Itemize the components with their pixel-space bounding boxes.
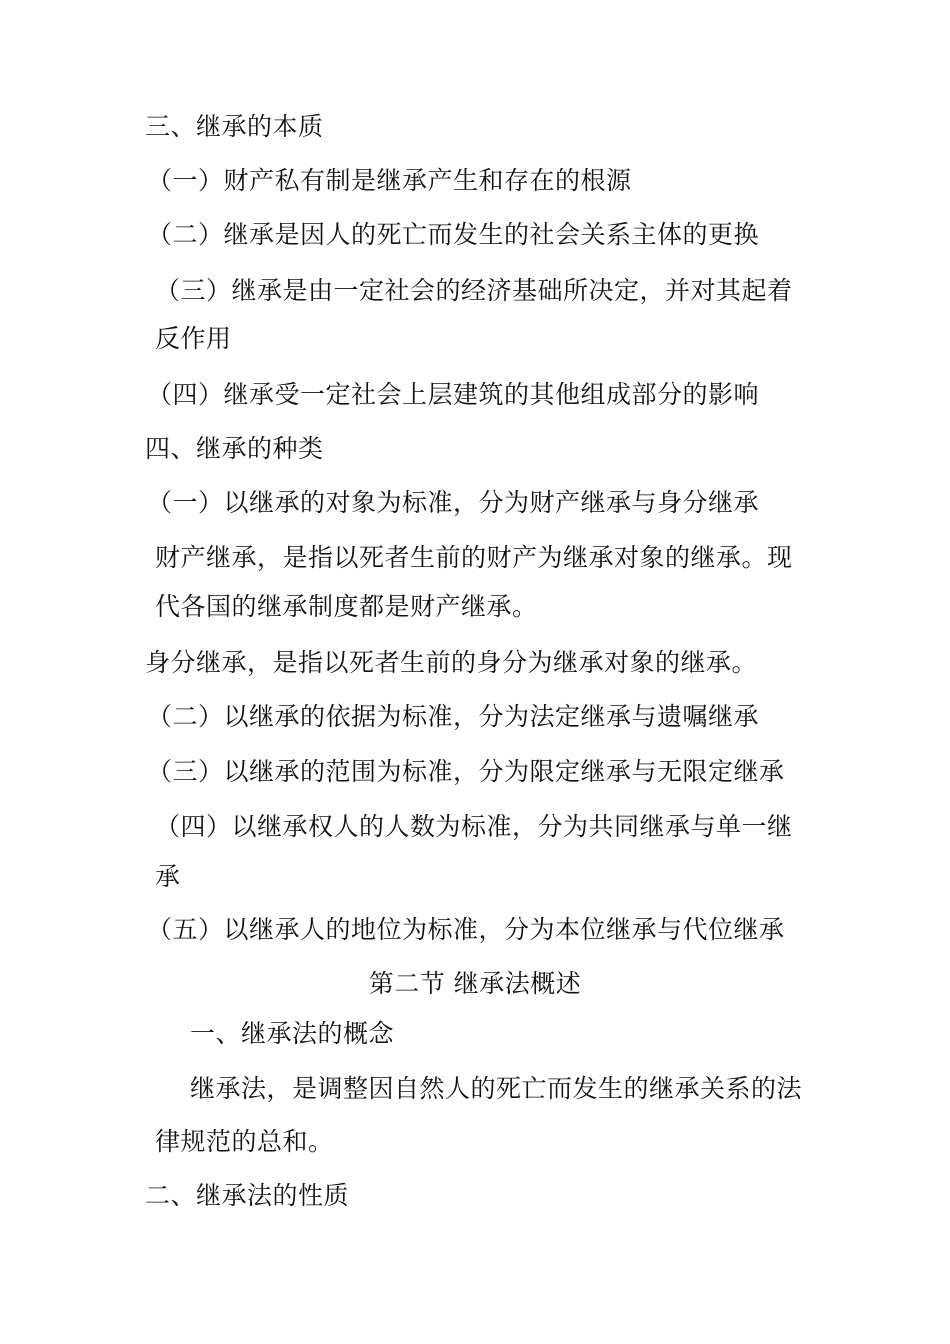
section-heading-4: 四、继承的种类 — [145, 434, 324, 463]
paragraph-line: 财产继承，是指以死者生前的财产为继承对象的继承。现 — [155, 543, 793, 572]
paragraph-line: （四）继承受一定社会上层建筑的其他组成部分的影响 — [147, 380, 760, 409]
paragraph-line: （五）以继承人的地位为标准，分为本位继承与代位继承 — [147, 915, 785, 944]
section-title: 第二节 继承法概述 — [368, 969, 582, 998]
paragraph-line: （一）财产私有制是继承产生和存在的根源 — [147, 166, 632, 195]
section-heading-3: 三、继承的本质 — [145, 112, 324, 141]
paragraph-line: （四）以继承权人的人数为标准，分为共同继承与单一继 — [155, 812, 793, 841]
paragraph-line: 继承法，是调整因自然人的死亡而发生的继承关系的法 — [190, 1074, 803, 1103]
paragraph-line: 代各国的继承制度都是财产继承。 — [155, 592, 538, 621]
paragraph-line: （三）继承是由一定社会的经济基础所决定，并对其起着 — [155, 276, 793, 305]
paragraph-line: （二）继承是因人的死亡而发生的社会关系主体的更换 — [147, 220, 760, 249]
paragraph-line: 承 — [155, 862, 181, 891]
paragraph-line: 反作用 — [155, 324, 232, 353]
paragraph-line: 律规范的总和。 — [155, 1127, 334, 1156]
paragraph-line: 身分继承，是指以死者生前的身分为继承对象的继承。 — [145, 648, 758, 677]
section-heading-2: 二、继承法的性质 — [145, 1181, 350, 1210]
section-heading-1: 一、继承法的概念 — [190, 1019, 395, 1048]
paragraph-line: （二）以继承的依据为标准，分为法定继承与遗嘱继承 — [147, 702, 760, 731]
paragraph-line: （一）以继承的对象为标准，分为财产继承与身分继承 — [147, 488, 760, 517]
paragraph-line: （三）以继承的范围为标准，分为限定继承与无限定继承 — [147, 757, 785, 786]
